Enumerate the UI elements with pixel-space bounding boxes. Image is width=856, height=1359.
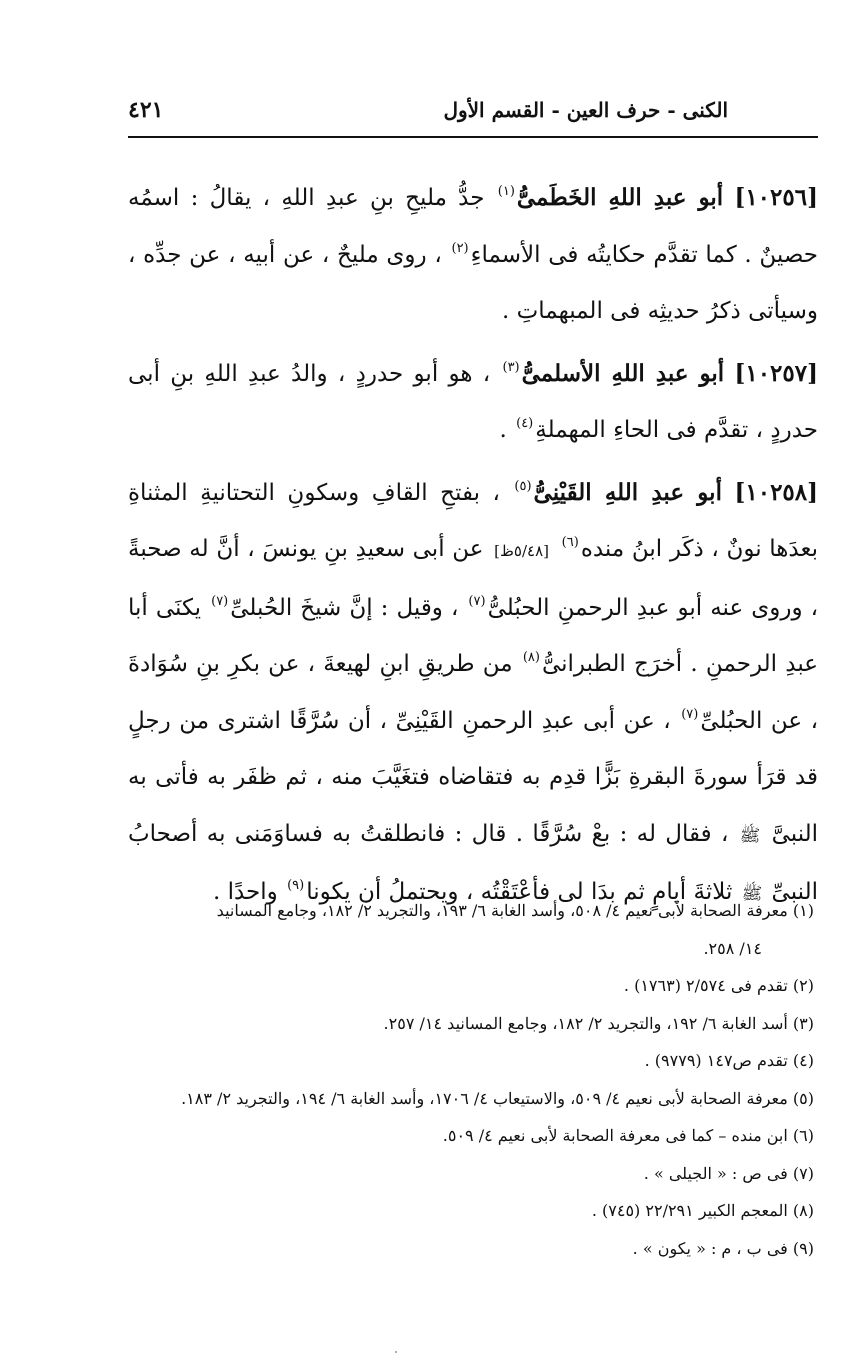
footnote-text: تقدم ص١٤٧ (٩٧٧٩) . <box>644 1051 788 1070</box>
note-ref: (٩) <box>287 878 305 893</box>
footnote-label: (١) <box>792 901 814 920</box>
entry-text: ، عن أبى عبدِ الرحمنِ القَيْنِىِّ ، أن سُرَّقًا اشترى من رجلٍ قد قرَأ سورةَ البقرةِ بَزًّا قدِم به فتقاضاه فتغَيَّبَ منه ، ثم ظفَر به فأتى به النبىَّ <box>128 707 819 847</box>
entry-text: ، روى مليحٌ ، عن أبيه ، عن جدِّه ، وسيأتى ذكرُ حديثِه فى المبهماتِ . <box>128 241 818 324</box>
entry-text: . <box>499 417 507 443</box>
entry-number: [١٠٢٥٦] <box>734 184 818 211</box>
footnote-7 <box>128 1155 814 1193</box>
header-rule <box>128 136 818 138</box>
entry-name: أبو عبدِ اللهِ القَيْنِىُّ <box>533 478 722 506</box>
footnote-text: ابن منده – كما فى معرفة الصحابة لأبى نعيم ٤/ ٥٠٩. <box>442 1126 788 1145</box>
entry-text: ، وقيل : إنَّ شيخَ الحُبلىِّ <box>230 594 459 621</box>
entry-name: أبو عبدِ اللهِ الخَطَمىُّ <box>516 184 724 211</box>
entry-text: من طريقِ ابنِ لهيعةَ ، عن بكرِ بنِ سُوَادةَ ، عن الحبُلىِّ <box>128 651 819 734</box>
footnote-3 <box>128 1005 814 1043</box>
note-ref: (٢) <box>451 240 469 256</box>
footnote-label: (٩) <box>792 1238 814 1258</box>
scan-speck <box>395 1351 397 1353</box>
page-header <box>128 93 728 127</box>
entry-text: ، بفتحِ القافِ وسكونِ التحتانيةِ المثناةِ بعدَها نونٌ ، ذكَر ابنُ منده <box>128 479 819 562</box>
footnote-6 <box>128 1117 814 1155</box>
footnote-1 <box>128 892 814 967</box>
footnote-text: أسد الغابة ٦/ ١٩٢، والتجريد ٢/ ١٨٢، وجامع المسانيد ١٤/ ٢٥٧. <box>383 1013 788 1033</box>
running-title: الكنى - حرف العين - القسم الأول <box>443 98 728 122</box>
entry-10256 <box>128 170 818 340</box>
note-ref: (٣) <box>502 359 520 375</box>
footnote-text: المعجم الكبير ٢٢/٢٩١ (٧٤٥) . <box>591 1201 788 1220</box>
footnote-5 <box>128 1080 814 1118</box>
footnote-label: (٣) <box>792 1013 814 1033</box>
footnote-label: (٤) <box>792 1051 814 1070</box>
entry-text: واحدًا . <box>212 879 278 905</box>
entry-text: يكنَى أبا عبدِ الرحمنِ . أخرَج الطبرانىُّ <box>128 594 818 677</box>
entry-text: ، فقال له : بعْ سُرَّقًا . قال : فانطلقتُ به فساوَمَنى به أصحابُ النبىِّ <box>128 820 818 905</box>
footnote-label: (٦) <box>792 1126 814 1145</box>
entry-number: [١٠٢٥٨] <box>734 478 819 506</box>
footnote-text: معرفة الصحابة لأبى نعيم ٤/ ٥٠٨، وأسد الغابة ٦/ ١٩٣، والتجريد ٢/ ١٨٢، وجامع المسانيد <box>216 901 788 920</box>
note-ref: (٥) <box>514 478 532 494</box>
footnote-text: معرفة الصحابة لأبى نعيم ٤/ ٥٠٩، والاستيعاب ٤/ ١٧٠٦، وأسد الغابة ٦/ ١٩٤، والتجريد ٢/ ١٨٣. <box>181 1088 788 1108</box>
note-ref: (١) <box>497 184 515 199</box>
footnotes <box>128 892 814 1267</box>
salutation-glyph: ﷺ <box>739 825 761 846</box>
entry-10258 <box>128 465 818 923</box>
footnote-8 <box>128 1192 814 1230</box>
entry-name: أبو عبدِ اللهِ الأسلمىُّ <box>521 359 725 387</box>
footnote-label: (٢) <box>792 976 814 995</box>
footnote-9 <box>128 1230 814 1268</box>
footnote-label: (٨) <box>792 1201 814 1220</box>
note-ref: (٧) <box>211 593 229 609</box>
entry-text: عن أبى سعيدِ بنِ يونسَ ، أنَّ له صحبةً ، وروى عنه أبو عبدِ الرحمنِ الحبُلىُّ <box>128 536 819 621</box>
entry-10257 <box>128 346 818 459</box>
note-ref: (٧) <box>468 593 486 609</box>
footnote-text: فى ب ، م : « يكون » . <box>632 1238 788 1258</box>
manuscript-ref: [٥/٤٨ظ] <box>494 542 549 560</box>
footnote-label: (٥) <box>792 1088 814 1108</box>
note-ref: (٦) <box>561 535 579 550</box>
note-ref: (٧) <box>681 706 699 722</box>
main-text <box>128 170 818 923</box>
note-ref: (٨) <box>522 650 540 665</box>
footnote-4 <box>128 1042 814 1080</box>
page-number: ٤٢١ <box>128 97 164 123</box>
entry-text: ثلاثةَ أيامٍ ثم بدَا لى فأعْتَقْتُه ، ويحتملُ أن يكونا <box>306 879 733 905</box>
footnote-continuation: ١٤/ ٢٥٨. <box>703 938 762 958</box>
salutation-glyph: ﷺ <box>741 884 763 904</box>
entry-text: جدُّ مليحِ بنِ عبدِ اللهِ ، يقالُ : اسمُه حصينٌ . كما تقدَّم حكايتُه فى الأسماءِ <box>128 185 818 268</box>
entry-text: ، هو أبو حدردٍ ، والدُ عبدِ اللهِ بنِ أبى حدردٍ ، تقدَّم فى الحاءِ المهملةِ <box>128 360 818 443</box>
footnote-text: فى ص : « الجيلى » . <box>643 1163 788 1183</box>
note-ref: (٤) <box>516 416 534 431</box>
entry-number: [١٠٢٥٧] <box>734 359 819 387</box>
footnote-label: (٧) <box>792 1163 814 1183</box>
footnote-text: تقدم فى ٢/٥٧٤ (١٧٦٣) . <box>623 976 788 995</box>
footnote-2 <box>128 967 814 1005</box>
